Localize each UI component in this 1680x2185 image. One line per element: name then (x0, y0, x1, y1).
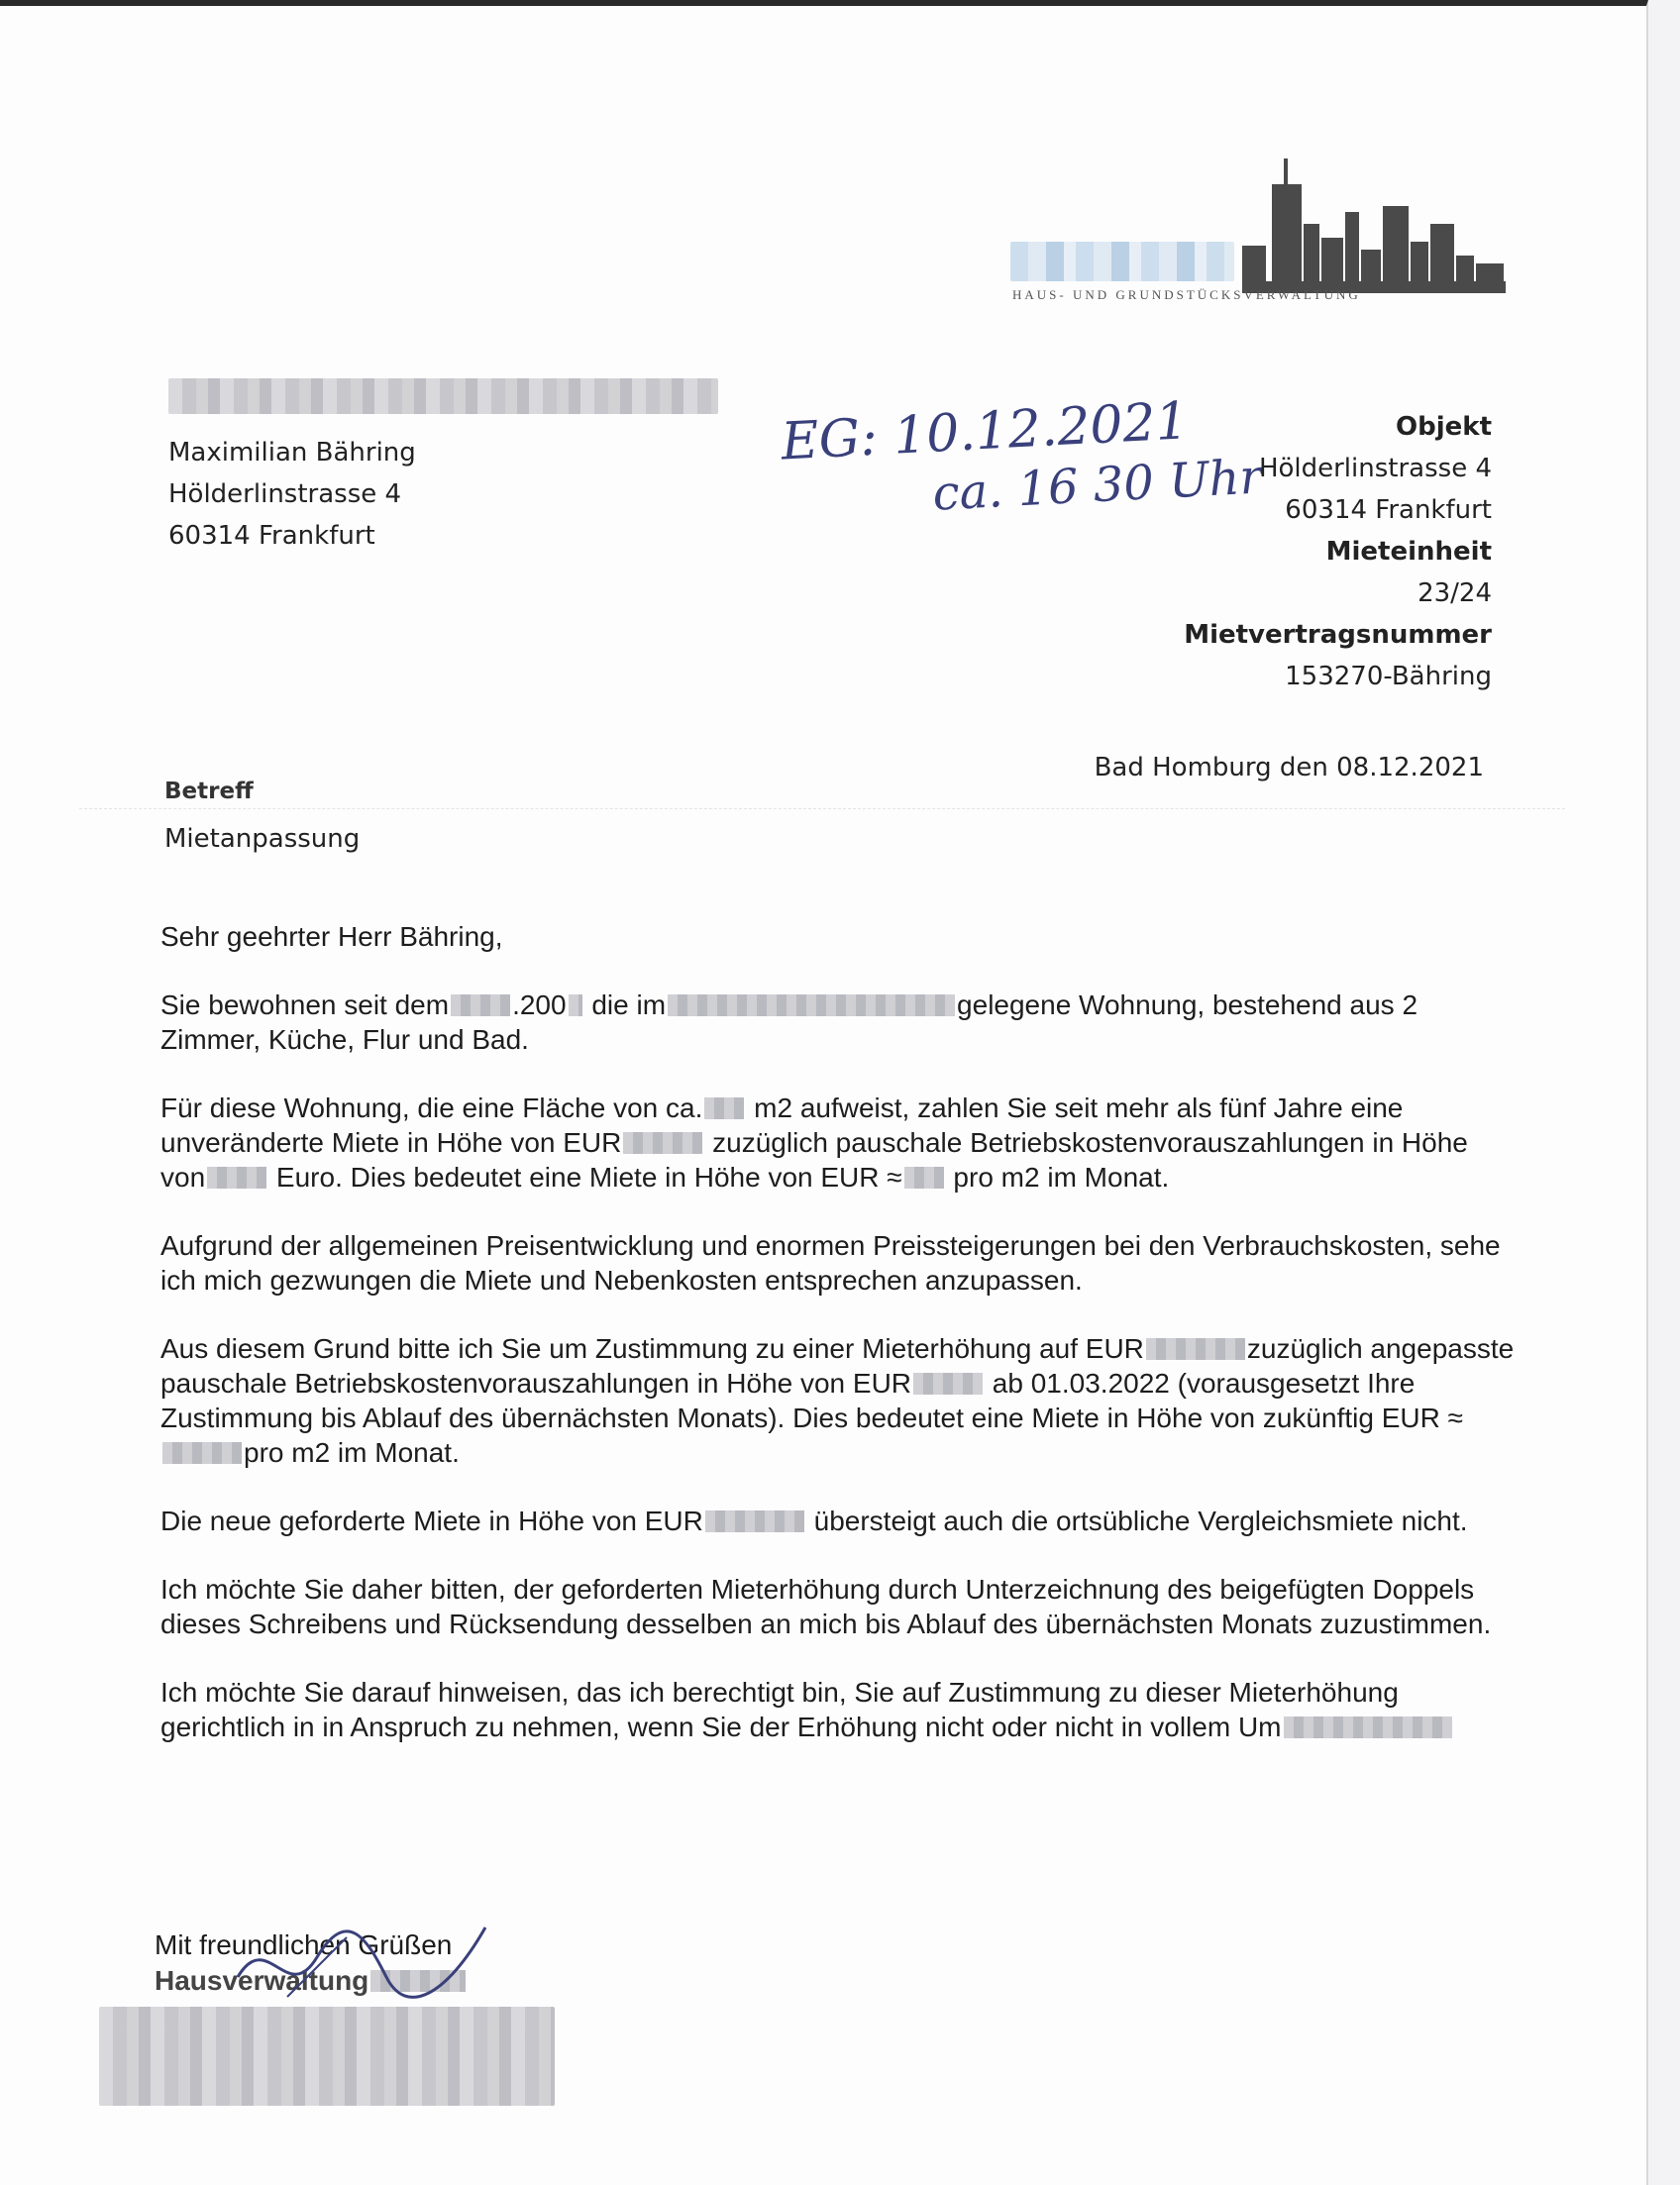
redacted-value (1284, 1717, 1452, 1738)
paragraph-6: Ich möchte Sie daher bitten, der geforderten Mieterhöhung durch Unterzeichnung des beigefügten Doppels dieses Schreibens und Rücksendung desselben an mich bis Ablauf des übernächsten Monats zuzustimmen. (160, 1574, 1492, 1639)
object-city: 60314 Frankfurt (1285, 495, 1492, 525)
handwritten-date: EG: 10.12.2021 (780, 391, 1191, 472)
redacted-value (451, 994, 510, 1016)
unit-label: Mieteinheit (1325, 537, 1492, 567)
paragraph-2: Für diese Wohnung, die eine Fläche von ca. m2 aufweist, zahlen Sie seit mehr als fünf Jahre eine unveränderte Miete in Höhe von EUR zuzüglich pauschale Betriebskostenvorauszahlungen in Höhe von Euro. Dies bedeutet eine Miete in Höhe von EUR ≈ pro m2 im Monat. (160, 1092, 1468, 1193)
redacted-value (162, 1442, 242, 1464)
letter-body (160, 919, 1520, 1778)
paragraph-3: Aufgrund der allgemeinen Preisentwicklung und enormen Preissteigerungen bei den Verbrauchskosten, sehe ich mich gezwungen die Miete und Nebenkosten entsprechen anzupassen. (160, 1230, 1501, 1296)
redacted-value (704, 1097, 744, 1119)
recipient-street: Hölderlinstrasse 4 (168, 479, 402, 509)
subject-value: Mietanpassung (164, 824, 361, 854)
redacted-value (913, 1373, 983, 1395)
contract-value: 153270-Bähring (1285, 662, 1492, 691)
letter-date: Bad Homburg den 08.12.2021 (1094, 753, 1484, 782)
redacted-value (1146, 1338, 1245, 1360)
paragraph-1: Sie bewohnen seit dem .200 die im gelegene Wohnung, bestehend aus 2 Zimmer, Küche, Flur und Bad. (160, 989, 1418, 1055)
contract-label: Mietvertragsnummer (1184, 620, 1492, 650)
recipient-city: 60314 Frankfurt (168, 521, 375, 551)
object-label: Objekt (1396, 412, 1492, 442)
paragraph-4: Aus diesem Grund bitte ich Sie um Zustimmung zu einer Mieterhöhung auf EUR zuzüglich angepasste pauschale Betriebskostenvorauszahlungen in Höhe von EUR ab 01.03.2022 (vorausgesetzt Ihre Zustimmung bis Ablauf des übernächsten Monats). Dies bedeutet eine Miete in Höhe von zukünftig EUR ≈pro m2 im Monat. (160, 1333, 1515, 1468)
object-street: Hölderlinstrasse 4 (1258, 454, 1492, 483)
redacted-signature-block (99, 2007, 555, 2106)
recipient-address (168, 432, 416, 557)
closing-org: Hausverwaltung (155, 1963, 468, 1999)
subject-label: Betreff (164, 779, 254, 804)
logo-caption: HAUS- UND GRUNDSTÜCKSVERWALTUNG (1012, 287, 1361, 302)
redacted-value (569, 994, 582, 1016)
handwritten-time: ca. 16 30 Uhr (931, 449, 1264, 522)
object-info (1184, 406, 1492, 697)
redacted-value (207, 1167, 266, 1189)
unit-value: 23/24 (1418, 578, 1492, 608)
paragraph-5: Die neue geforderte Miete in Höhe von EUR übersteigt auch die ortsübliche Vergleichsmiete nicht. (160, 1506, 1468, 1536)
redacted-value (904, 1167, 944, 1189)
recipient-name: Maximilian Bähring (168, 438, 416, 468)
redacted-sender-line (168, 378, 718, 414)
paragraph-7: Ich möchte Sie darauf hinweisen, das ich berechtigt bin, Sie auf Zustimmung zu dieser Mieterhöhung gerichtlich in in Anspruch zu nehmen, wenn Sie der Erhöhung nicht oder nicht in vollem Um (160, 1675, 1520, 1744)
closing-greeting: Mit freundlichen Grüßen (155, 1929, 453, 1960)
salutation: Sehr geehrter Herr Bähring, (160, 921, 503, 952)
redacted-value (668, 994, 955, 1016)
redacted-value (705, 1510, 804, 1532)
signature-scribble (228, 1908, 525, 2017)
redacted-value (623, 1132, 702, 1154)
fold-line (79, 808, 1565, 809)
